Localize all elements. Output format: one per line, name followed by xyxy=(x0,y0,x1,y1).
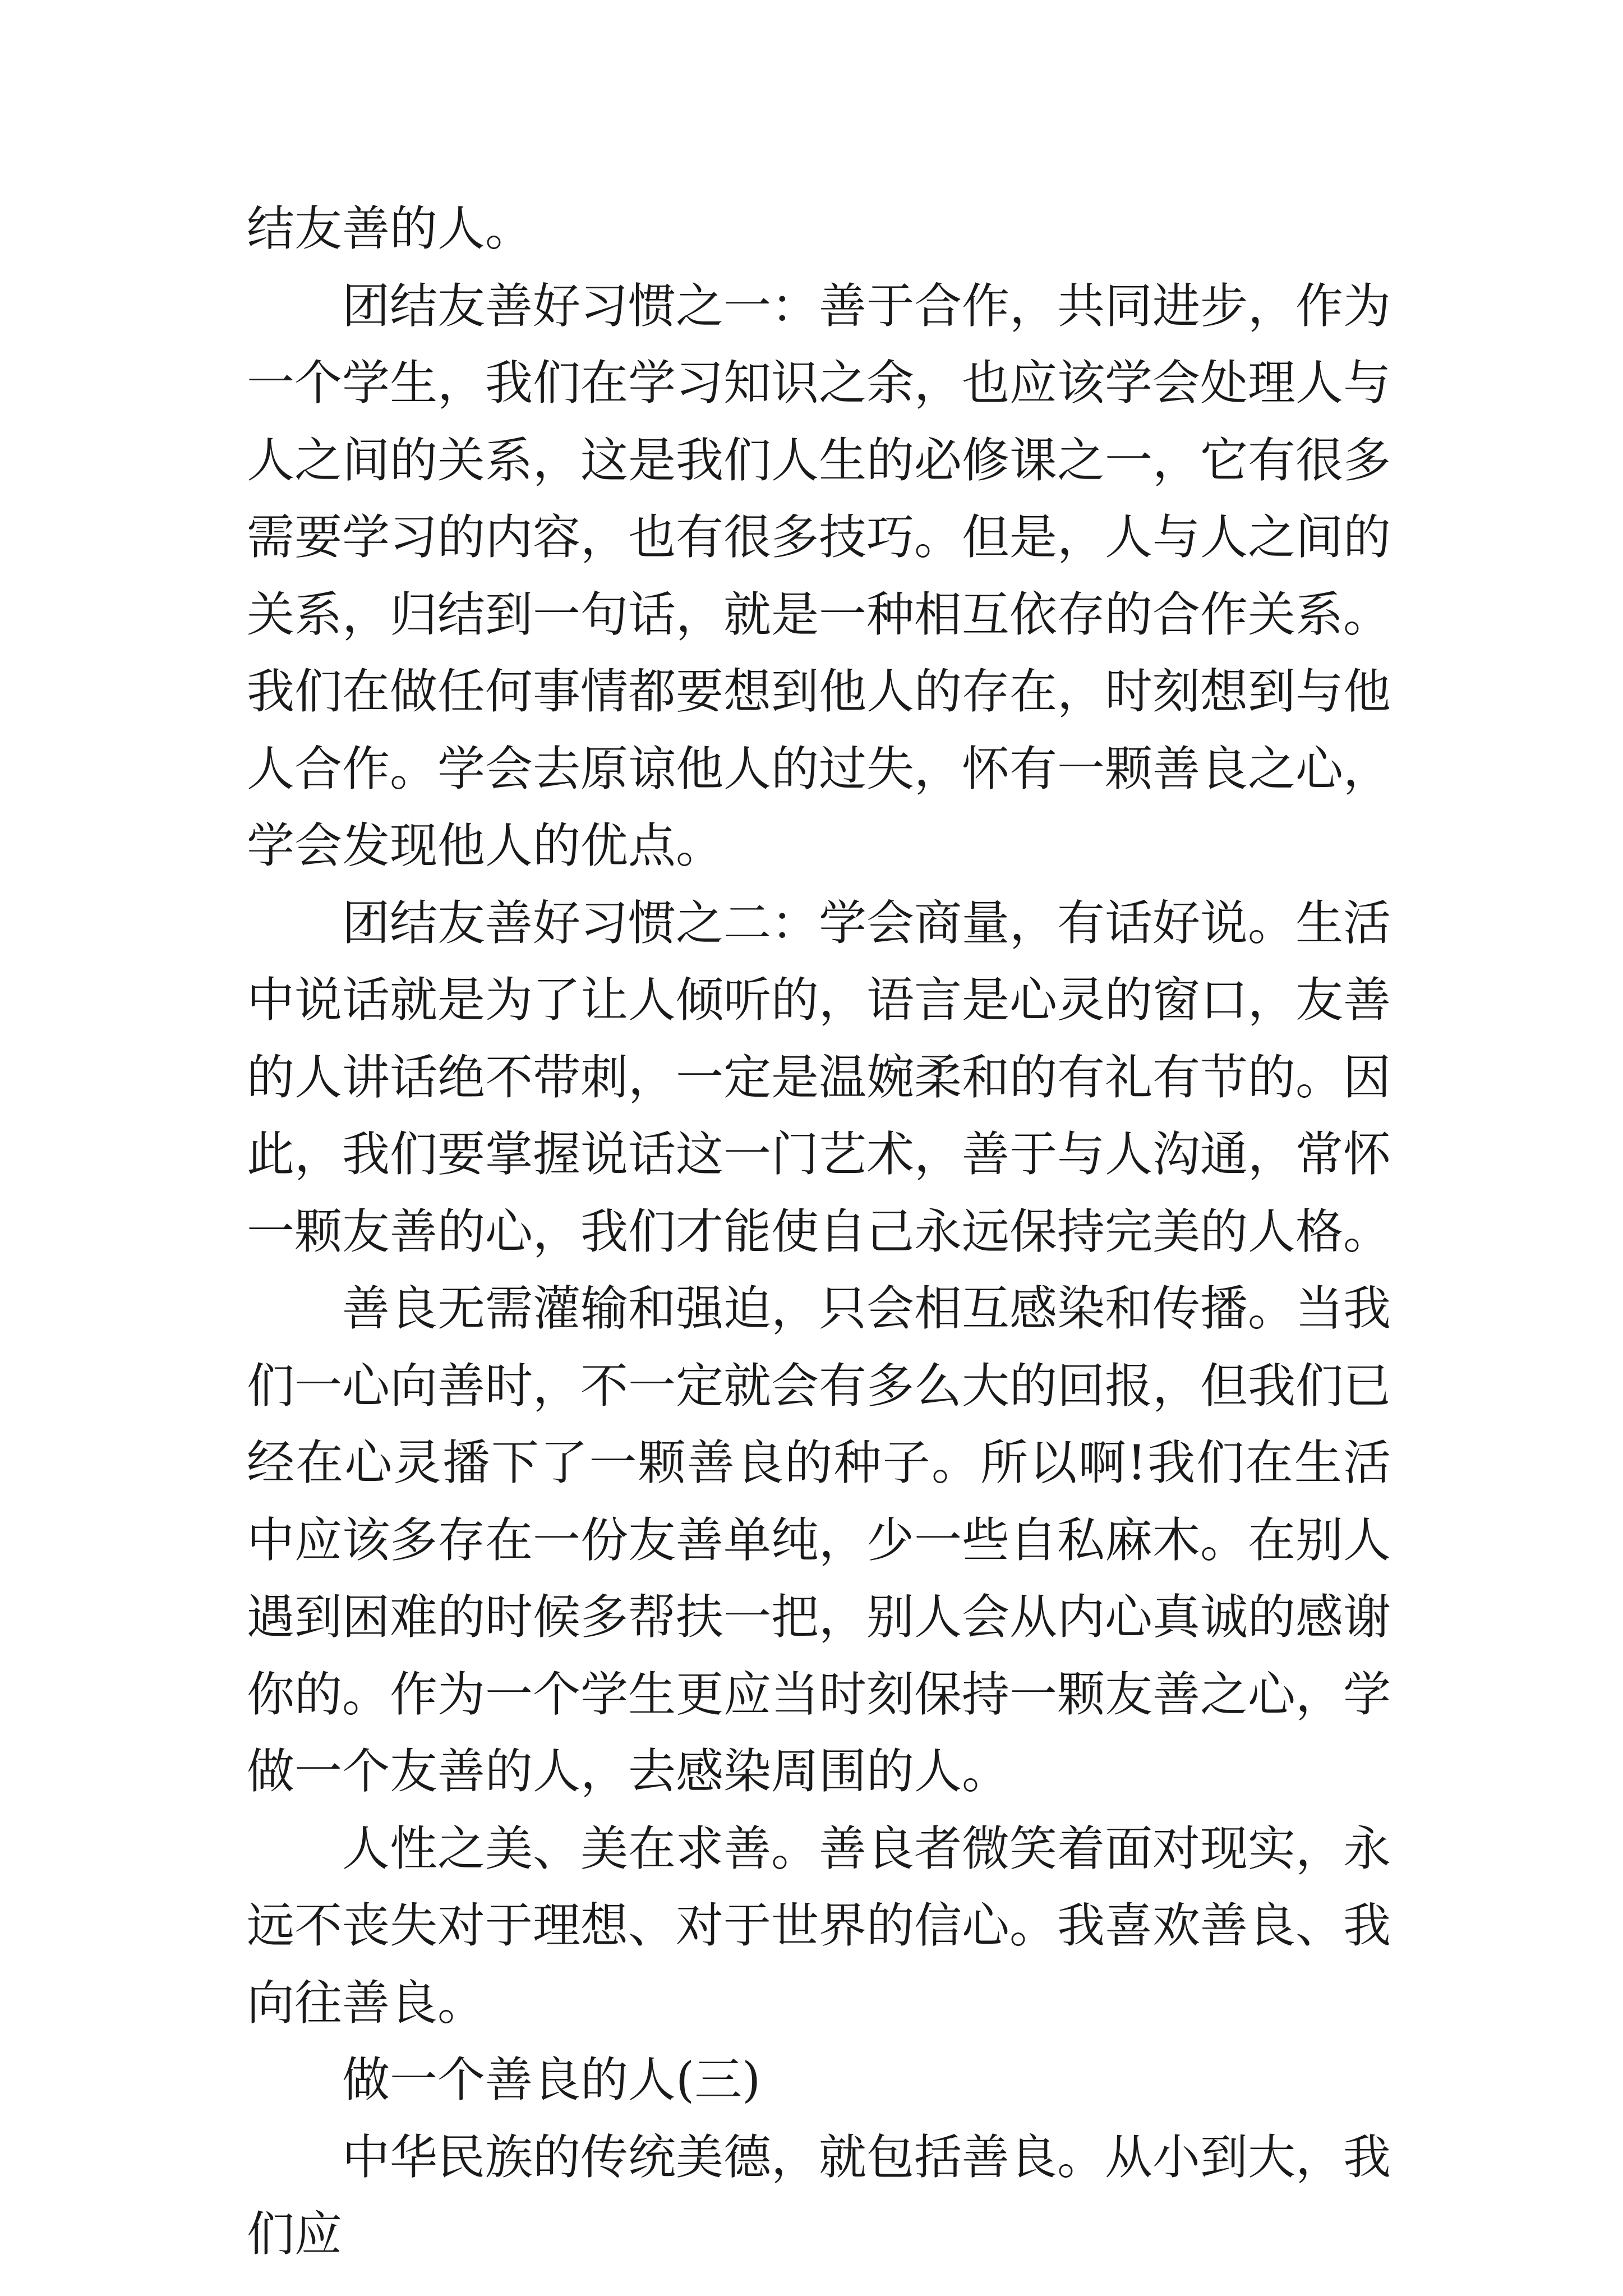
paragraph-habit-two: 团结友善好习惯之二：学会商量，有话好说。生活中说话就是为了让人倾听的，语言是心灵的窗口，友善的人讲话绝不带刺，一定是温婉柔和的有礼有节的。因此，我们要掌握说话这一门艺术，善于与人沟通，常怀一颗友善的心，我们才能使自己永远保持完美的人格。 xyxy=(247,895,1391,1260)
paragraph-continuation: 结友善的人。 xyxy=(247,201,533,257)
section-heading: 做一个善良的人(三) xyxy=(342,2053,761,2108)
document-body xyxy=(247,191,1391,2274)
paragraph-kindness-spread: 善良无需灌输和强迫，只会相互感染和传播。当我们一心向善时，不一定就会有多么大的回报，但我们已经在心灵播下了一颗善良的种子。所以啊!我们在生活中应该多存在一份友善单纯，少一些自私麻木。在别人遇到困难的时候多帮扶一把，别人会从内心真诚的感谢你的。作为一个学生更应当时刻保持一颗友善之心，学做一个友善的人，去感染周围的人。 xyxy=(247,1281,1391,1800)
paragraph-beauty-of-humanity: 人性之美、美在求善。善良者微笑着面对现实，永远不丧失对于理想、对于世界的信心。我喜欢善良、我向往善良。 xyxy=(247,1821,1391,2031)
paragraph-habit-one: 团结友善好习惯之一：善于合作，共同进步，作为一个学生，我们在学习知识之余，也应该学会处理人与人之间的关系，这是我们人生的必修课之一，它有很多需要学习的内容，也有很多技巧。但是，人与人之间的关系，归结到一句话，就是一种相互依存的合作关系。我们在做任何事情都要想到他人的存在，时刻想到与他人合作。学会去原谅他人的过失，怀有一颗善良之心，学会发现他人的优点。 xyxy=(247,278,1391,874)
paragraph-tradition: 中华民族的传统美德，就包括善良。从小到大，我们应 xyxy=(247,2129,1391,2262)
